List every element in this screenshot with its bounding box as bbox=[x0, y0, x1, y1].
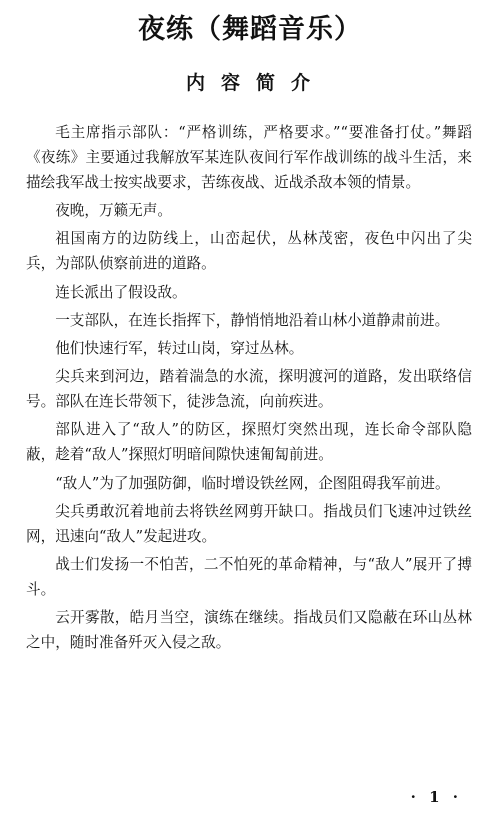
paragraph-2: 夜晚，万籁无声。 bbox=[55, 202, 172, 220]
paragraph-12: 云开雾散，皓月当空，演练在继续。指战员们又隐蔽在环山丛林之中，随时准备歼灭入侵之敌。 bbox=[26, 609, 472, 652]
paragraph-7: 尖兵来到河边，踏着湍急的水流，探明渡河的道路，发出联络信号。部队在连长带领下，徒涉急流，向前疾进。 bbox=[26, 368, 472, 411]
paragraph-3: 祖国南方的边防线上，山峦起伏，丛林茂密，夜色中闪出了尖兵，为部队侦察前进的道路。 bbox=[26, 230, 472, 273]
document-title: 夜练（舞蹈音乐） bbox=[138, 14, 362, 45]
page-number: · 1 · bbox=[410, 788, 462, 806]
paragraph-4: 连长派出了假设敌。 bbox=[55, 283, 187, 301]
paragraph-6: 他们快速行军，转过山岗，穿过丛林。 bbox=[55, 339, 304, 357]
paragraph-5: 一支部队，在连长指挥下，静悄悄地沿着山林小道静肃前进。 bbox=[55, 311, 450, 329]
paragraph-11: 战士们发扬一不怕苦，二不怕死的革命精神，与“敌人”展开了搏斗。 bbox=[26, 555, 472, 598]
paragraph-8: 部队进入了“敌人”的防区，探照灯突然出现，连长命令部队隐蔽，趁着“敌人”探照灯明暗间隙快速匍匐前进。 bbox=[26, 421, 472, 464]
document-body bbox=[26, 120, 472, 658]
paragraph-10: 尖兵勇敢沉着地前去将铁丝网剪开缺口。指战员们飞速冲过铁丝网，迅速向“敌人”发起进攻。 bbox=[26, 502, 472, 545]
paragraph-1: 毛主席指示部队：“严格训练，严格要求。”“要准备打仗。”舞蹈《夜练》主要通过我解放军某连队夜间行军作战训练的战斗生活，来描绘我军战士按实战要求，苦练夜战、近战杀敌本领的情景。 bbox=[26, 124, 472, 191]
paragraph-9: “敌人”为了加强防御，临时增设铁丝网，企图阻碍我军前进。 bbox=[55, 474, 450, 492]
section-heading: 内容简介 bbox=[185, 72, 326, 94]
